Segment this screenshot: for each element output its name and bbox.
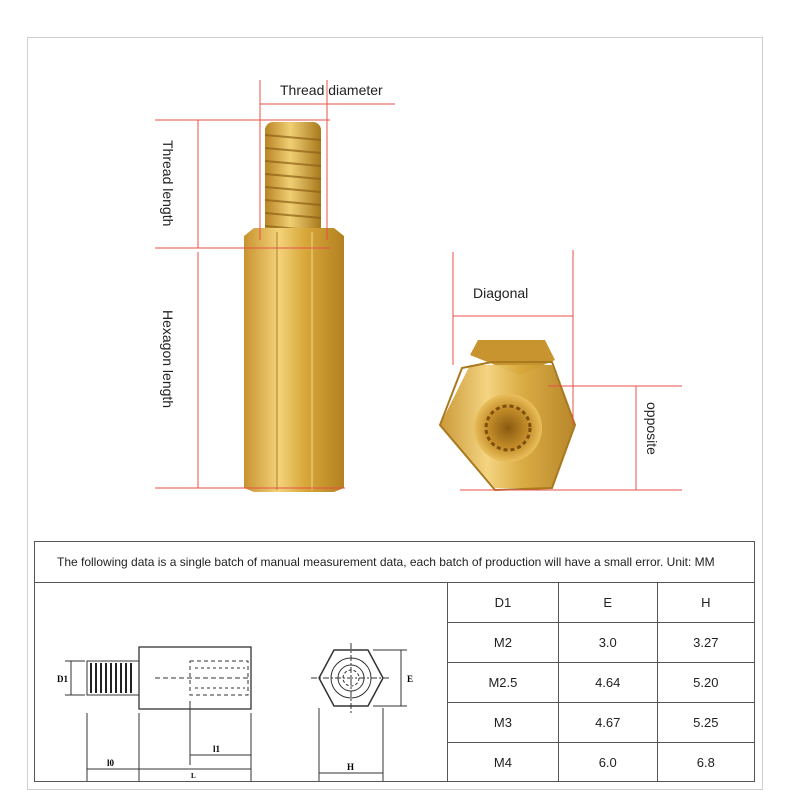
cell-d1: M2.5 bbox=[448, 663, 558, 703]
cell-e: 4.67 bbox=[558, 703, 657, 743]
dimension-table bbox=[448, 583, 754, 782]
cell-e: 4.64 bbox=[558, 663, 657, 703]
technical-drawing-svg bbox=[35, 583, 447, 781]
cell-d1: M2 bbox=[448, 623, 558, 663]
table-row bbox=[448, 743, 754, 783]
header-h: H bbox=[657, 583, 754, 623]
drawing-label-h: H bbox=[347, 762, 355, 772]
cell-d1: M4 bbox=[448, 743, 558, 783]
opposite-label: opposite bbox=[644, 402, 660, 455]
cell-h: 6.8 bbox=[657, 743, 754, 783]
drawing-label-d1: D1 bbox=[57, 674, 68, 684]
measurement-note: The following data is a single batch of manual measurement data, each batch of production will have a small error. Unit: MM bbox=[35, 542, 754, 583]
cell-e: 3.0 bbox=[558, 623, 657, 663]
table-row bbox=[448, 703, 754, 743]
standoff-hex-body bbox=[244, 228, 344, 492]
table-row bbox=[448, 663, 754, 703]
thread-diameter-label: Thread diameter bbox=[280, 82, 383, 98]
standoff-end-view bbox=[440, 340, 575, 490]
cell-h: 3.27 bbox=[657, 623, 754, 663]
standoff-side-view bbox=[244, 122, 344, 492]
table-row bbox=[448, 623, 754, 663]
hexagon-length-label: Hexagon length bbox=[160, 310, 176, 409]
header-e: E bbox=[558, 583, 657, 623]
thread-length-label: Thread length bbox=[160, 140, 176, 227]
drawing-label-l1: l1 bbox=[213, 744, 221, 754]
specification-table bbox=[34, 541, 755, 782]
cell-e: 6.0 bbox=[558, 743, 657, 783]
header-d1: D1 bbox=[448, 583, 558, 623]
cell-d1: M3 bbox=[448, 703, 558, 743]
cell-h: 5.20 bbox=[657, 663, 754, 703]
cell-h: 5.25 bbox=[657, 703, 754, 743]
technical-drawing bbox=[35, 583, 448, 781]
standoff-threaded-hole bbox=[474, 394, 542, 462]
diagonal-label: Diagonal bbox=[473, 285, 529, 301]
table-header-row bbox=[448, 583, 754, 623]
drawing-label-l: L bbox=[191, 772, 196, 780]
drawing-label-e: E bbox=[407, 674, 414, 684]
drawing-label-l0: l0 bbox=[107, 758, 115, 768]
dimension-guide-lines bbox=[155, 80, 682, 490]
